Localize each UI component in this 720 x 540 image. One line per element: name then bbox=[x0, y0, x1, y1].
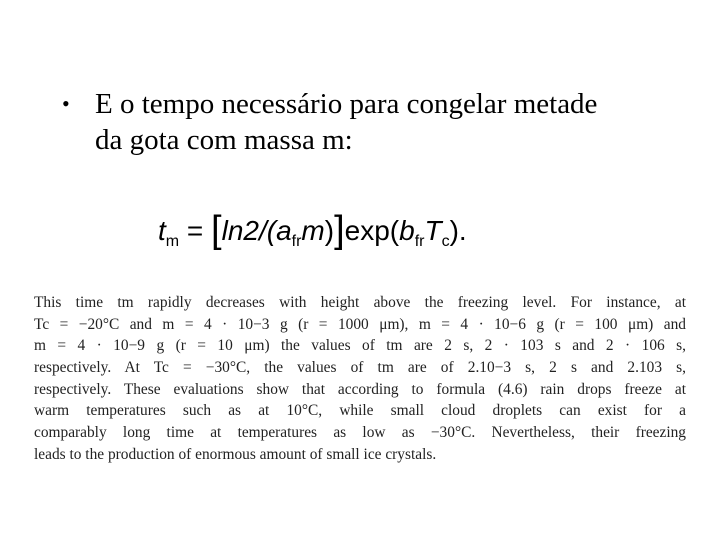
paragraph-line: m = 4 · 10−9 g (r = 10 μm) the values of tm are 2 s, 2 · 103 s and 2 · 106 s, bbox=[34, 337, 686, 355]
paragraph-line: respectively. These evaluations show that according to formula (4.6) rain drops freeze at bbox=[34, 380, 686, 398]
bullet-line-2: da gota com massa m: bbox=[95, 124, 353, 156]
formula-left-bracket: [ bbox=[211, 209, 222, 251]
formula-ln: ln2/( bbox=[221, 215, 277, 246]
bullet-line-1: E o tempo necessário para congelar metade bbox=[95, 88, 598, 120]
explanation-paragraph bbox=[34, 292, 686, 466]
formula-end: ). bbox=[449, 215, 467, 246]
formula-b-sub: fr bbox=[414, 233, 425, 250]
paragraph-line: warm temperatures such as at 10°C, while small cloud droplets can exist for a bbox=[34, 402, 686, 420]
formula-close-paren: ) bbox=[324, 215, 335, 246]
formula-b: b bbox=[399, 215, 415, 246]
formula-exp: exp( bbox=[344, 215, 400, 246]
paragraph-line: comparably long time at temperatures as low as −30°C. Nevertheless, their freezing bbox=[34, 424, 686, 442]
bullet-dot: • bbox=[62, 91, 70, 116]
paragraph-line: This time tm rapidly decreases with height above the freezing level. For instance, at bbox=[34, 294, 686, 311]
freezing-time-formula bbox=[158, 208, 467, 264]
paragraph-line: leads to the production of enormous amount of small ice crystals. bbox=[34, 445, 437, 463]
formula-m: m bbox=[301, 215, 325, 246]
paragraph-line: respectively. At Tc = −30°C, the values of tm are of 2.10−3 s, 2 s and 2.103 s, bbox=[34, 359, 686, 377]
formula-a-sub: fr bbox=[291, 233, 302, 250]
formula-t-sub: m bbox=[165, 233, 180, 250]
formula-a: a bbox=[276, 215, 292, 246]
formula-right-bracket: ] bbox=[334, 209, 345, 251]
formula-t: t bbox=[158, 215, 166, 246]
paragraph-line: Tc = −20°C and m = 4 · 10−3 g (r = 1000 μm), m = 4 · 10−6 g (r = 100 μm) and bbox=[34, 315, 686, 333]
formula-T: T bbox=[424, 215, 442, 246]
bullet-item bbox=[62, 86, 692, 158]
formula-T-sub: c bbox=[441, 233, 450, 250]
formula-equals: = bbox=[186, 215, 204, 246]
